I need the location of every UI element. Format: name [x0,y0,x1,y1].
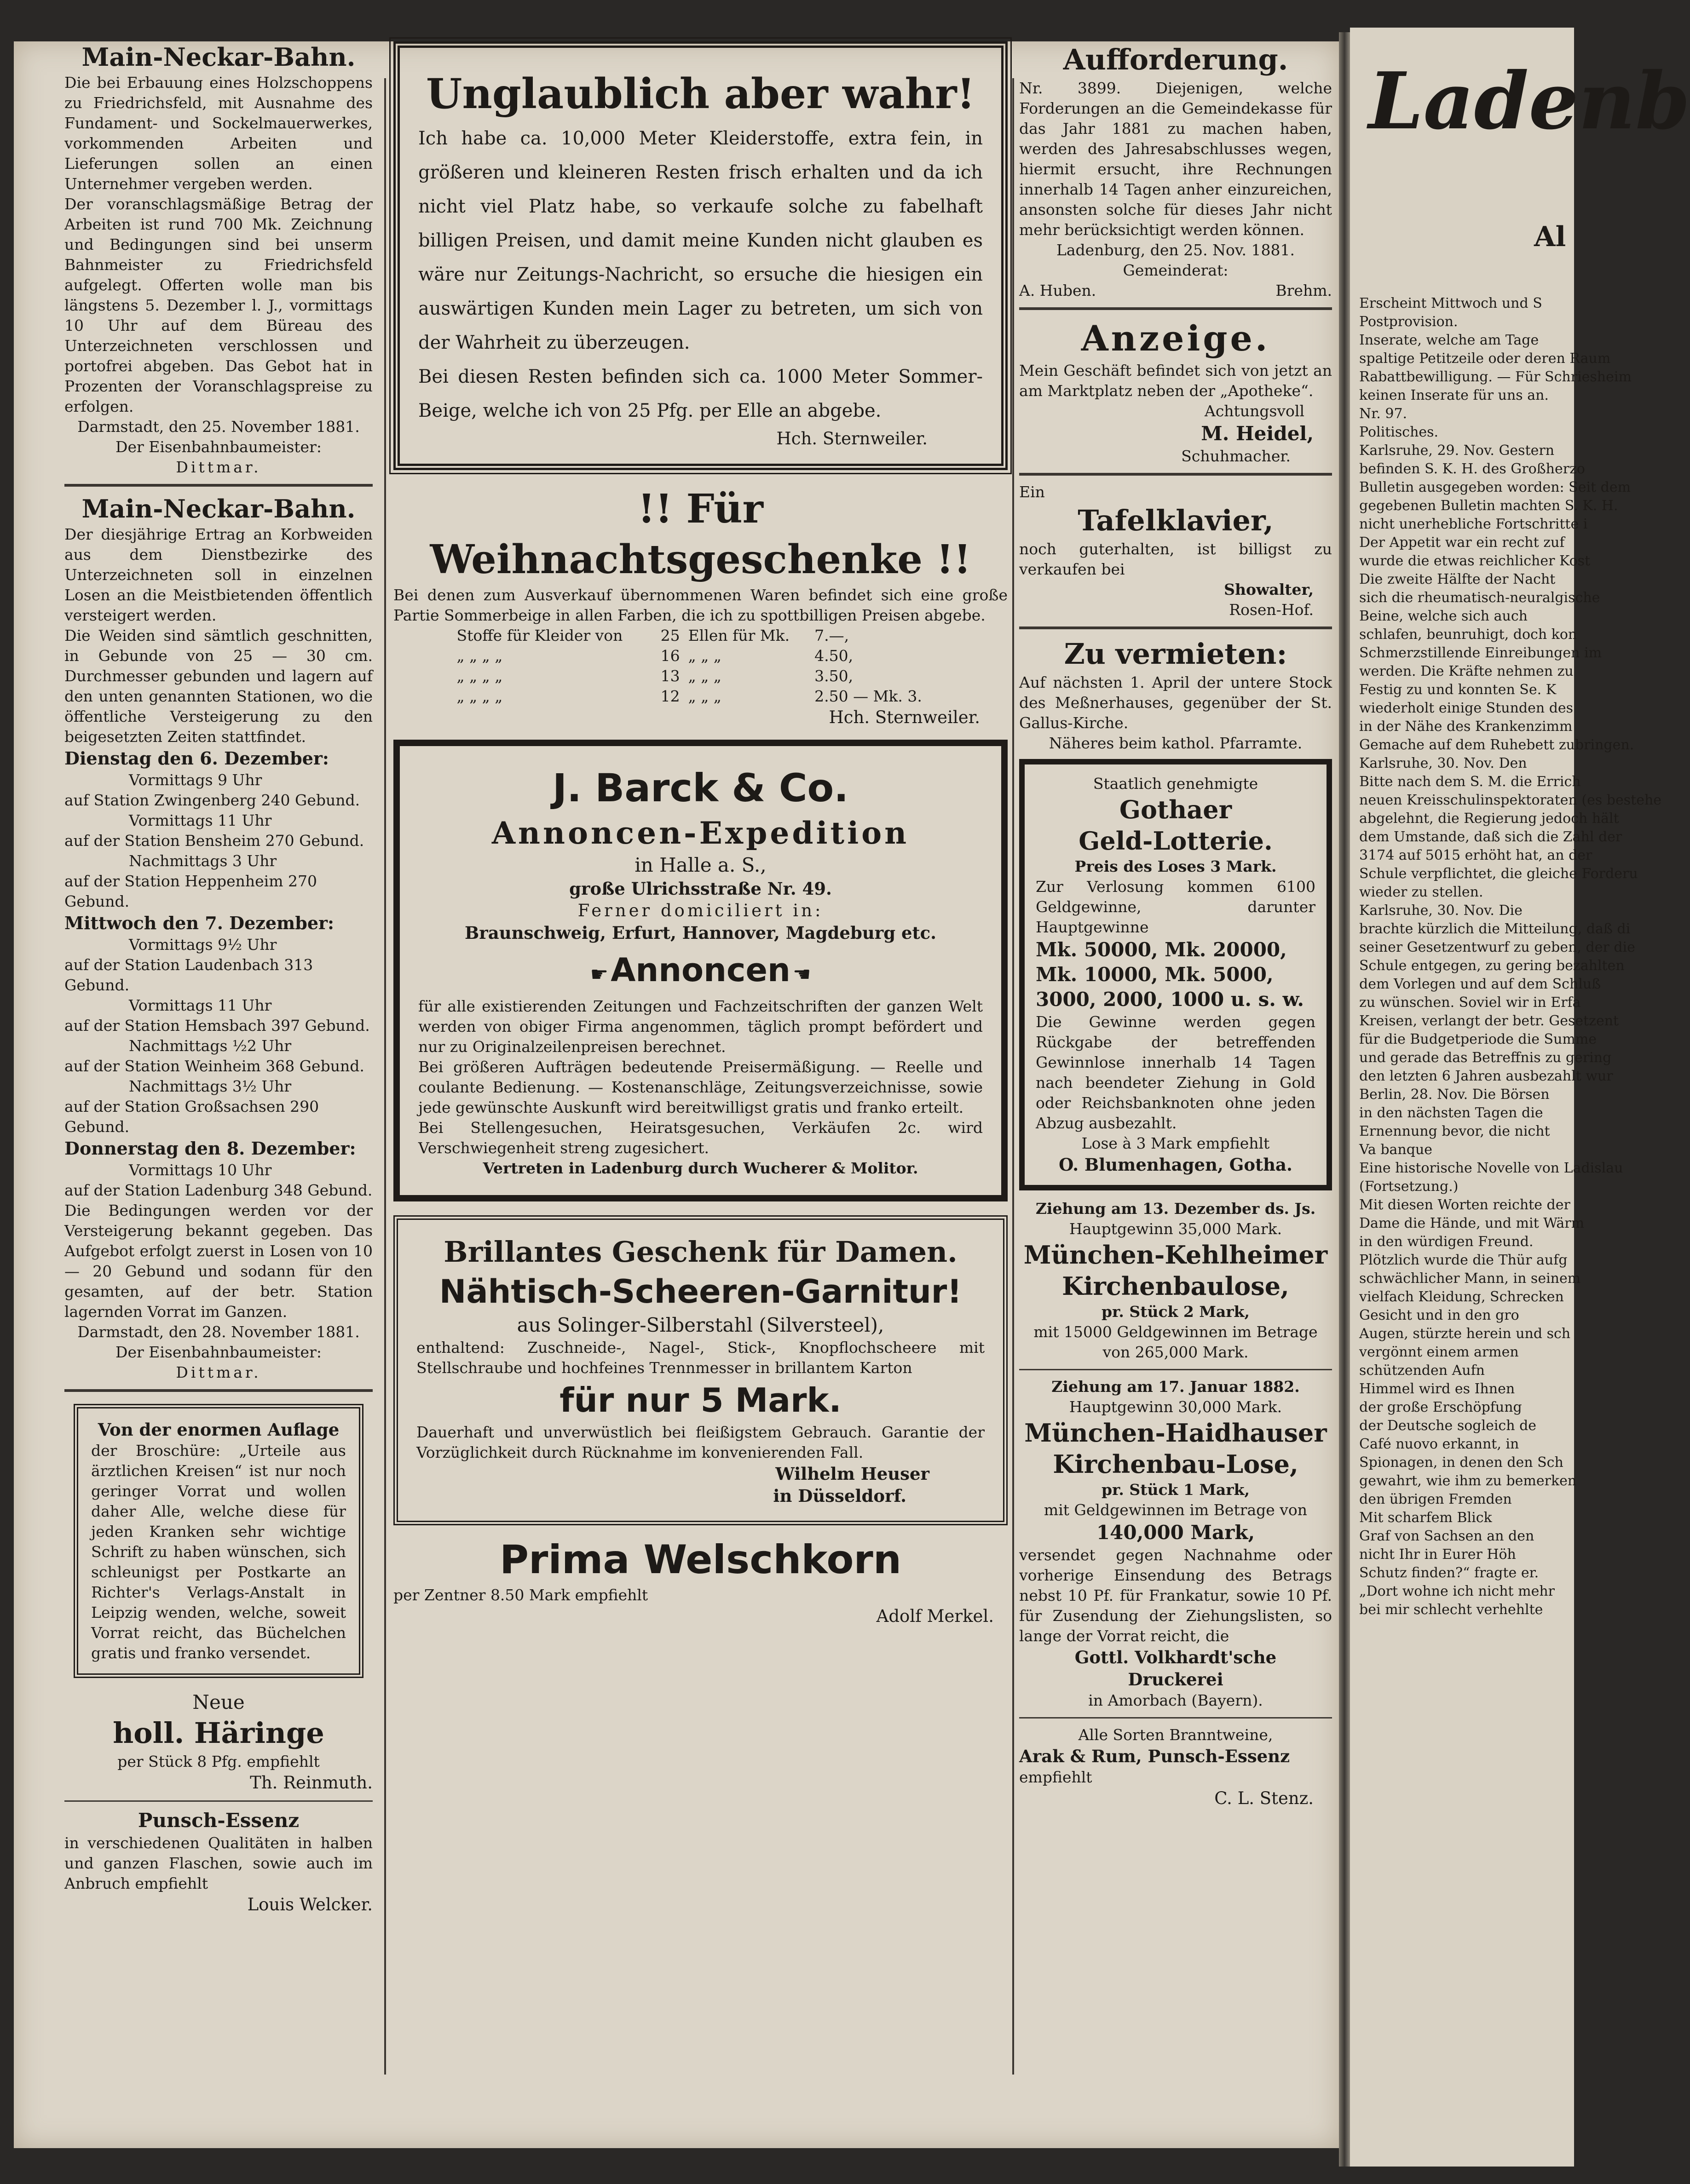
ad-text: Bei diesen Resten befinden sich ca. 1000 Meter Sommer-Beige, welche ich von 25 Pfg. per Elle an abgebe. [418,366,983,421]
cell: 12 [660,687,680,705]
separator [1019,1369,1332,1370]
ad-title: Kirchenbaulose, [1062,1271,1289,1301]
ad-place: Rosen-Hof. [1229,601,1314,619]
ad-text: Die Weiden sind sämtlich geschnitten, in Gebunde von 25 — 30 cm. Durchmesser gebunden und lagern auf den unten genannten Stationen, wo die öffentliche Versteigerung zu den beigesetzten Zeiten stattfindet. [64,626,373,746]
schedule-station: auf der Station Bensheim 270 Gebund. [64,832,364,850]
next-page-line: Karlsruhe, 30. Nov. Die [1359,902,1523,919]
ad-price: pr. Stück 1 Mark, [1101,1481,1250,1499]
ad-title: J. Barck & Co. [552,765,849,810]
next-page-line: Festig zu und konnten Se. K [1359,682,1557,698]
next-page-line: Die zweite Hälfte der Nacht [1359,571,1556,587]
ad-office: Gemeinderat: [1123,261,1229,279]
next-page-line: Gesicht und in den gro [1359,1307,1519,1323]
cell: 16 [660,647,680,665]
next-page-line: dem Vorlegen und auf dem Schluß [1359,976,1601,992]
next-page-line: Rabattbewilligung. — Für Schriesheim [1359,369,1632,385]
next-page-line: Schmerzstillende Einreibungen im [1359,645,1602,661]
next-page-line: Erscheint Mittwoch und S [1359,295,1542,311]
ad-text: per Stück 8 Pfg. empfiehlt [117,1753,320,1770]
separator [1019,307,1332,310]
ad-role: Schuhmacher. [1181,447,1291,465]
schedule-time: Vormittags 10 Uhr [129,1161,272,1179]
separator [64,1800,373,1802]
ad-title: Geld-Lotterie. [1079,826,1273,856]
separator [64,484,373,487]
ad-text: Die bei Erbauung eines Holzschoppens zu Friedrichsfeld, mit Ausnahme des Fundament- und Sockelmauerwerkes, vorkommenden Arbeiten und Lieferungen sollen an einen Unternehmer vergeben werden. [64,74,373,193]
schedule-station: auf der Station Ladenburg 348 Gebund. [64,1181,373,1199]
ad-wins: 3000, 2000, 1000 u. s. w. [1036,988,1304,1011]
ad-text: enthaltend: Zuschneide-, Nagel-, Stick-, Knopflochscheere mit Stellschraube und hochfeines Trennmesser in brillantem Karton [416,1339,985,1377]
ad-text: Mein Geschäft befindet sich von jetzt an am Marktplatz neben der „Apotheke“. [1019,362,1332,400]
ad-title: !! Für Weihnachtsgeschenke !! [430,486,971,583]
ad-title: Arak & Rum, Punsch-Essenz [1019,1746,1290,1766]
ad-barck-box [393,740,1008,1201]
next-page-line: zu wünschen. Soviel wir in Erfa [1359,994,1581,1011]
ad-signature: Hch. Sternweiler. [776,429,928,448]
next-page-line: bei mir schlecht verhehlte [1359,1602,1543,1618]
schedule-time: Nachmittags ½2 Uhr [129,1037,292,1055]
ad-muenchen-lose [1019,1199,1332,1711]
schedule-station: auf der Station Hemsbach 397 Gebund. [64,1017,370,1035]
next-page-line: Postprovision. [1359,314,1458,330]
ad-line: Hauptgewinn 35,000 Mark. [1069,1220,1282,1238]
next-page-line: für die Budgetperiode die Summe [1359,1031,1597,1047]
ad-signature: Adolf Merkel. [876,1606,994,1626]
ad-title: Main-Neckar-Bahn. [81,42,356,72]
next-page-line: Karlsruhe, 30. Nov. Den [1359,755,1527,771]
ad-title: Main-Neckar-Bahn. [81,494,356,523]
ad-text: in verschiedenen Qualitäten in halben und ganzen Flaschen, sowie auch im Anbruch empfiehlt [64,1834,373,1892]
schedule-station: auf der Station Großsachsen 290 Gebund. [64,1098,319,1136]
schedule-time: Vormittags 11 Uhr [129,996,272,1014]
cell: „ „ „ „ [456,647,503,665]
ad-wins: Mk. 10000, Mk. 5000, [1036,963,1274,986]
column-rule [384,78,386,2075]
column-right [1019,41,1332,1815]
ad-haringe [64,1690,373,1794]
schedule-station: auf der Station Heppenheim 270 Gebund. [64,872,317,910]
ad-text: Näheres beim kathol. Pfarramte. [1049,734,1303,752]
ad-line: Hauptgewinn 30,000 Mark. [1069,1398,1282,1416]
schedule-time: Vormittags 11 Uhr [129,811,272,829]
ad-punsch [64,1808,373,1916]
ad-signature: in Düsseldorf. [773,1486,906,1506]
ad-weihnachten [393,484,1008,729]
ad-price: pr. Stück 2 Mark, [1101,1303,1250,1321]
next-page-line: befinden S. K. H. des Großherzo [1359,461,1585,477]
ad-text: Ferner domiciliert in: [577,901,824,920]
next-page-line: nicht Ihr in Eurer Höh [1359,1546,1516,1563]
ad-text: Lose à 3 Mark empfiehlt [1081,1134,1270,1152]
next-page-line: Kreisen, verlangt der betr. Gesetzent [1359,1013,1619,1029]
ad-signature: Hch. Sternweiler. [829,707,980,727]
next-page-line: gegebenen Bulletin machten S. K. H. [1359,498,1618,514]
ad-kicker: Ein [1019,483,1045,501]
ad-signature: Gottl. Volkhardt'sche [1074,1647,1277,1667]
cell: „ „ „ [688,667,721,685]
cell: 13 [660,667,680,685]
ad-subtitle: aus Solinger-Silberstahl (Silversteel), [517,1314,884,1336]
next-page-line: Plötzlich wurde die Thür aufg [1359,1252,1568,1268]
ad-naehtisch-box [393,1215,1008,1525]
separator [1019,626,1332,629]
cell: Stoffe für Kleider von [456,626,623,644]
ad-title: holl. Häringe [113,1716,324,1750]
next-page-line: abgelehnt, die Regierung jedoch hält [1359,810,1619,827]
next-page-line: gewahrt, wie ihm zu bemerken [1359,1473,1577,1489]
next-page-line: schlafen, beunruhigt, doch kon [1359,626,1577,643]
schedule-day: Donnerstag den 8. Dezember: [64,1138,356,1159]
ad-greeting: Achtungsvoll [1204,402,1304,420]
ad-title: Nähtisch-Scheeren-Garnitur! [439,1273,962,1310]
ad-price: Preis des Loses 3 Mark. [1074,857,1277,875]
next-page-line: werden. Die Kräfte nehmen zu [1359,663,1574,679]
ad-vermieten [1019,636,1332,753]
next-page-line: Augen, stürzte herein und sch [1359,1326,1571,1342]
ad-title: Punsch-Essenz [138,1809,300,1832]
ad-text: versendet gegen Nachnahme oder vorherige Einsendung des Betrags nebst 10 Pf. für Frankatur, sowie 10 Pf. für Zusendung der Ziehungslisten, so lange der Vorrat reicht, die [1019,1546,1332,1645]
next-page-line: Graf von Sachsen an den [1359,1528,1534,1544]
ad-title: Anzeige. [1081,318,1270,359]
next-page-line: spaltige Petitzeile oder deren Raum [1359,351,1611,367]
ad-title: München-Haidhauser [1024,1418,1327,1448]
next-page-line: sich die rheumatisch-neuralgische [1359,590,1600,606]
ad-sum: 140,000 Mark, [1096,1521,1255,1544]
ad-text: Der diesjährige Ertrag an Korbweiden aus dem Dienstbezirke des Unterzeichneten soll in einzelnen Losen an die Meistbietenden öffentlich versteigert werden. [64,525,373,624]
schedule-time: Nachmittags 3 Uhr [129,852,277,870]
ad-signature: Dittmar. [176,1363,261,1381]
next-page-line: der große Erschöpfung [1359,1399,1522,1415]
ad-gotha-box [1019,759,1332,1190]
schedule-time: Nachmittags 3½ Uhr [129,1077,292,1095]
ad-text: der Broschüre: „Urteile aus ärztlichen Kreisen“ ist nur noch geringer Vorrat und wollen daher Alle, welche diese für jeden Kranken sehr wichtige Schrift zu haben wünschen, sich schleunigst per Postkarte an Richter's Verlags-Anstalt in Leipzig wenden, welche, soweit Vorrat reicht, das Büchelchen gratis und franko versendet. [91,1442,346,1662]
ad-text: Auf nächsten 1. April der untere Stock des Meßnerhauses, gegenüber der St. Gallus-Kirche. [1019,673,1332,732]
ad-head: Staatlich genehmigte [1093,775,1258,793]
ad-text: Zur Verlosung kommen 6100 Geldgewinne, darunter Hauptgewinne [1036,878,1315,936]
next-page-line: Karlsruhe, 29. Nov. Gestern [1359,443,1555,459]
ad-text: Bei Stellengesuchen, Heiratsgesuchen, Verkäufen 2c. wird Verschwiegenheit streng zugesichert. [418,1119,983,1157]
ad-city: in Halle a. S., [634,854,767,876]
next-page-line: Café nuovo erkannt, in [1359,1436,1519,1452]
ad-title: Von der enormen Auflage [98,1420,340,1440]
cell: 25 [660,626,680,644]
ad-kicker: Neue [192,1691,245,1713]
schedule-day: Dienstag den 6. Dezember: [64,748,329,769]
ad-text: per Zentner 8.50 Mark empfiehlt [393,1586,648,1604]
next-page-line: wieder zu stellen. [1359,884,1483,900]
ad-text: Nr. 3899. Diejenigen, welche Forderungen an die Gemeindekasse für das Jahr 1881 zu machen haben, werden des Jahresabschlusses wegen, hiermit ersucht, ihre Rechnungen innerhalb 14 Tagen anher einzureichen, ansonsten solche für dieses Jahr nicht mehr berücksichtigt werden können. [1019,79,1332,239]
ad-title: Kirchenbau-Lose, [1053,1449,1298,1479]
column-middle [393,41,1008,1633]
next-page-line: Schule entgegen, zu gering bezahlten [1359,958,1625,974]
next-page-line: den übrigen Fremden [1359,1491,1512,1507]
next-page [1350,28,1690,2167]
schedule-station: auf der Station Laudenbach 313 Gebund. [64,956,313,994]
ad-office: Der Eisenbahnbaumeister: [115,1343,322,1361]
price-row [455,666,946,686]
ad-signature: Dittmar. [176,458,261,476]
ad-title: München-Kehlheimer [1023,1240,1328,1270]
next-page-line: und gerade das Betreffnis zu gering [1359,1050,1612,1066]
next-page-line: Der Appetit war ein recht zuf [1359,535,1565,551]
ad-date: Ladenburg, den 25. Nov. 1881. [1056,241,1295,259]
ad-aufforderung [1019,41,1332,301]
ad-title: Aufforderung. [1063,43,1288,76]
next-page-line: Inserate, welche am Tage [1359,332,1539,348]
next-page-line: Bulletin ausgegeben worden: Seit dem [1359,479,1631,495]
ad-signature: Druckerei [1128,1669,1223,1690]
annoncen-label: Annoncen [611,951,790,989]
ad-main-neckar-bahn-1 [64,41,373,477]
next-page-line: keinen Inserate für uns an. [1359,387,1549,403]
price-table [455,626,946,707]
ad-text: Die Bedingungen werden vor der Versteigerung bekannt gegeben. Das Aufgebot erfolgt zuerst in Losen von 10 — 20 Gebund und sodann für den gesamten, auf der betr. Station lagernden Vorrat im Ganzen. [64,1201,373,1321]
ad-wins: Mk. 50000, Mk. 20000, [1036,938,1287,961]
cell: „ „ „ [688,687,721,705]
next-page-line: vielfach Kleidung, Schrecken [1359,1289,1564,1305]
next-page-line: Schutz finden?“ fragte er. [1359,1565,1539,1581]
ad-text: empfiehlt [1019,1768,1092,1786]
next-page-line: schwächlicher Mann, in seinem [1359,1270,1581,1287]
ad-title: Gothaer [1119,795,1232,824]
separator [1019,1717,1332,1718]
next-page-line: der Deutsche sogleich de [1359,1418,1537,1434]
ad-signature: C. L. Stenz. [1214,1788,1314,1808]
schedule-day: Mittwoch den 7. Dezember: [64,913,335,933]
ad-text: Vertreten in Ladenburg durch Wucherer & Molitor. [483,1159,918,1177]
next-page-text [1359,294,1662,1619]
cell: 2.50 — Mk. 3. [814,687,922,705]
next-page-line: Eine historische Novelle von Ladislau [1359,1160,1623,1176]
masthead: Ladenb [1368,55,1690,147]
next-page-line: in den nächsten Tagen die [1359,1105,1543,1121]
ad-signature: Wilhelm Heuser [775,1464,929,1484]
pointing-hand-icon: ☛ [590,963,609,986]
next-page-line: Dame die Hände, und mit Wärm [1359,1215,1585,1231]
next-page-line: Mit scharfem Blick [1359,1510,1492,1526]
separator [64,1389,373,1392]
auction-schedule [64,747,373,1201]
ad-signature: Th. Reinmuth. [250,1773,373,1793]
ad-cities: Braunschweig, Erfurt, Hannover, Magdeburg etc. [464,923,937,943]
next-page-line: Ernennung bevor, die nicht [1359,1123,1550,1139]
ad-signature: Louis Welcker. [247,1895,373,1914]
annoncen-banner [418,951,983,989]
ad-signature: in Amorbach (Bayern). [1088,1691,1263,1709]
next-page-line: nicht unerhebliche Fortschritte i [1359,516,1588,532]
next-page-line: Va banque [1359,1142,1433,1158]
next-page-line: 3174 auf 5015 erhöht hat, an der [1359,847,1592,863]
masthead-sub: Al [1534,221,1566,253]
cell: „ „ „ „ [456,687,503,705]
next-page-line: Beine, welche sich auch [1359,608,1528,624]
next-page-line: Berlin, 28. Nov. Die Börsen [1359,1086,1550,1103]
cell: 3.50, [814,667,854,685]
next-page-line: wurde die etwas reichlicher Kost [1359,553,1591,569]
next-page-line: Politisches. [1359,424,1439,440]
separator [1019,473,1332,476]
ad-line: Ziehung am 17. Januar 1882. [1051,1378,1300,1396]
ad-unglaublich-box [393,41,1008,470]
ad-signature: O. Blumenhagen, Gotha. [1059,1155,1292,1175]
ad-subtitle: Annoncen-Expedition [491,815,910,851]
ad-main-neckar-bahn-2 [64,493,373,1383]
next-page-line: Nr. 97. [1359,406,1407,422]
ad-anzeige [1019,316,1332,466]
price-row [455,646,946,666]
price-row [455,626,946,646]
next-page-line: „Dort wohne ich nicht mehr [1359,1583,1555,1599]
next-page-line: Himmel wird es Ihnen [1359,1381,1515,1397]
next-page-line: dem Umstande, daß sich die Zahl der [1359,829,1622,845]
schedule-station: auf der Station Weinheim 368 Gebund. [64,1057,364,1075]
cell: „ „ „ „ [456,667,503,685]
ad-price: für nur 5 Mark. [559,1381,842,1420]
column-rule [1012,78,1014,2075]
ad-text: Der voranschlagsmäßige Betrag der Arbeiten ist rund 700 Mk. Zeichnung und Bedingungen sind bei unserm Bahnmeister zu Friedrichsfeld aufgelegt. Offerten wolle man bis längstens 5. Dezember l. J., vormittags 10 Uhr auf dem Büreau des Unterzeichneten verschlossen und portofrei abgeben. Das Gebot hat in Prozenten der Voranschlagspreise zu erfolgen. [64,195,373,415]
next-page-line: (Fortsetzung.) [1359,1178,1459,1195]
ad-title: Zu vermieten: [1064,637,1287,671]
ad-welschkorn [393,1535,1008,1627]
ad-head: Brillantes Geschenk für Damen. [444,1235,957,1269]
ad-line: Ziehung am 13. Dezember ds. Js. [1035,1200,1316,1218]
ad-auflage-box [74,1404,363,1678]
next-page-line: brachte kürzlich die Mitteilung, daß di [1359,921,1631,937]
schedule-time: Vormittags 9 Uhr [129,771,262,789]
cell: 7.—, [814,626,849,644]
next-page-line: in den würdigen Freund. [1359,1234,1534,1250]
ad-signature: Brehm. [1275,282,1332,299]
ad-signatures [1019,281,1332,301]
next-page-line: schützenden Aufn [1359,1362,1485,1379]
next-page-line: den letzten 6 Jahren ausbezahlt wur [1359,1068,1613,1084]
next-page-line: Gemache auf dem Ruhebett zubringen. [1359,737,1634,753]
cell: 4.50, [814,647,854,665]
schedule-time: Vormittags 9½ Uhr [129,936,277,954]
next-page-line: vergönnt einem armen [1359,1344,1519,1360]
next-page-line: Spionagen, in denen den Sch [1359,1454,1563,1471]
ad-title: Tafelklavier, [1078,504,1274,537]
price-row [455,686,946,707]
ad-text: Bei größeren Aufträgen bedeutende Preisermäßigung. — Reelle und coulante Bedienung. — Kostenanschläge, Zeitungsverzeichnisse, sowie jede gewünschte Auskunft wird bereitwilligst gratis und franko erteilt. [418,1058,983,1116]
next-page-line: neuen Kreisschulinspektoraten (es bestehe [1359,792,1662,808]
next-page-line: Schule verpflichtet, die gleiche Forderu [1359,866,1638,882]
ad-text: Alle Sorten Branntweine, [1078,1726,1273,1744]
book-spine [1339,32,1350,2167]
ad-branntwein [1019,1725,1332,1810]
ad-street: große Ulrichsstraße Nr. 49. [569,879,832,899]
ad-text: noch guterhalten, ist billigst zu verkaufen bei [1019,540,1332,578]
ad-title: Prima Welschkorn [499,1537,902,1583]
ad-text: Dauerhaft und unverwüstlich bei fleißigstem Gebrauch. Garantie der Vorzüglichkeit durch Rücknahme im konvenierenden Fall. [416,1423,985,1461]
column-left [64,41,373,1921]
ad-text: mit 15000 Geldgewinnen im Betrage von 265,000 Mark. [1033,1323,1318,1361]
cell: Ellen für Mk. [688,626,790,644]
next-page-line: wiederholt einige Stunden des [1359,700,1574,716]
ad-text: mit Geldgewinnen im Betrage von [1044,1501,1308,1519]
ad-text: Ich habe ca. 10,000 Meter Kleiderstoffe, extra fein, in größeren und kleineren Resten frisch erhalten und da ich nicht viel Platz habe, so verkaufe solche zu fabelhaft billigen Preisen, und damit meine Kunden nicht glauben es wäre nur Zeitungs-Nachricht, so ersuche die hiesigen ein auswärtigen Kunden mein Lager zu betreten, um sich von der Wahrheit zu überzeugen. [418,128,983,353]
schedule-station: auf Station Zwingenberg 240 Gebund. [64,791,360,809]
ad-date: Darmstadt, den 28. November 1881. [77,1323,360,1341]
cell: „ „ „ [688,647,721,665]
ad-signature: M. Heidel, [1201,422,1314,445]
pointing-hand-icon: ☛ [792,963,811,986]
next-page-line: Mit diesen Worten reichte der [1359,1197,1570,1213]
ad-text: für alle existierenden Zeitungen und Fachzeitschriften der ganzen Welt werden von obiger Firma angenommen, täglich prompt befördert und nur zu Originalzeilenpreisen berechnet. [418,997,983,1056]
next-page-line: seiner Gesetzentwurf zu geben, der die [1359,939,1635,955]
ad-signature: A. Huben. [1019,282,1096,299]
ad-date: Darmstadt, den 25. November 1881. [77,418,360,436]
ad-office: Der Eisenbahnbaumeister: [115,438,322,456]
next-page-line: Bitte nach dem S. M. die Errich [1359,774,1581,790]
ad-title: Unglaublich aber wahr! [426,69,975,118]
ad-signature: Showalter, [1224,580,1314,598]
ad-tafelklavier [1019,482,1332,620]
next-page-line: in der Nähe des Krankenzimm [1359,718,1573,735]
ad-text: Die Gewinne werden gegen Rückgabe der betreffenden Gewinnlose innerhalb 14 Tagen nach beendeter Ziehung in Gold oder Reichsbanknoten ohne jeden Abzug ausbezahlt. [1036,1013,1315,1132]
ad-text: Bei denen zum Ausverkauf übernommenen Waren befindet sich eine große Partie Sommerbeige in allen Farben, die ich zu spottbilligen Preisen abgebe. [393,586,1008,624]
